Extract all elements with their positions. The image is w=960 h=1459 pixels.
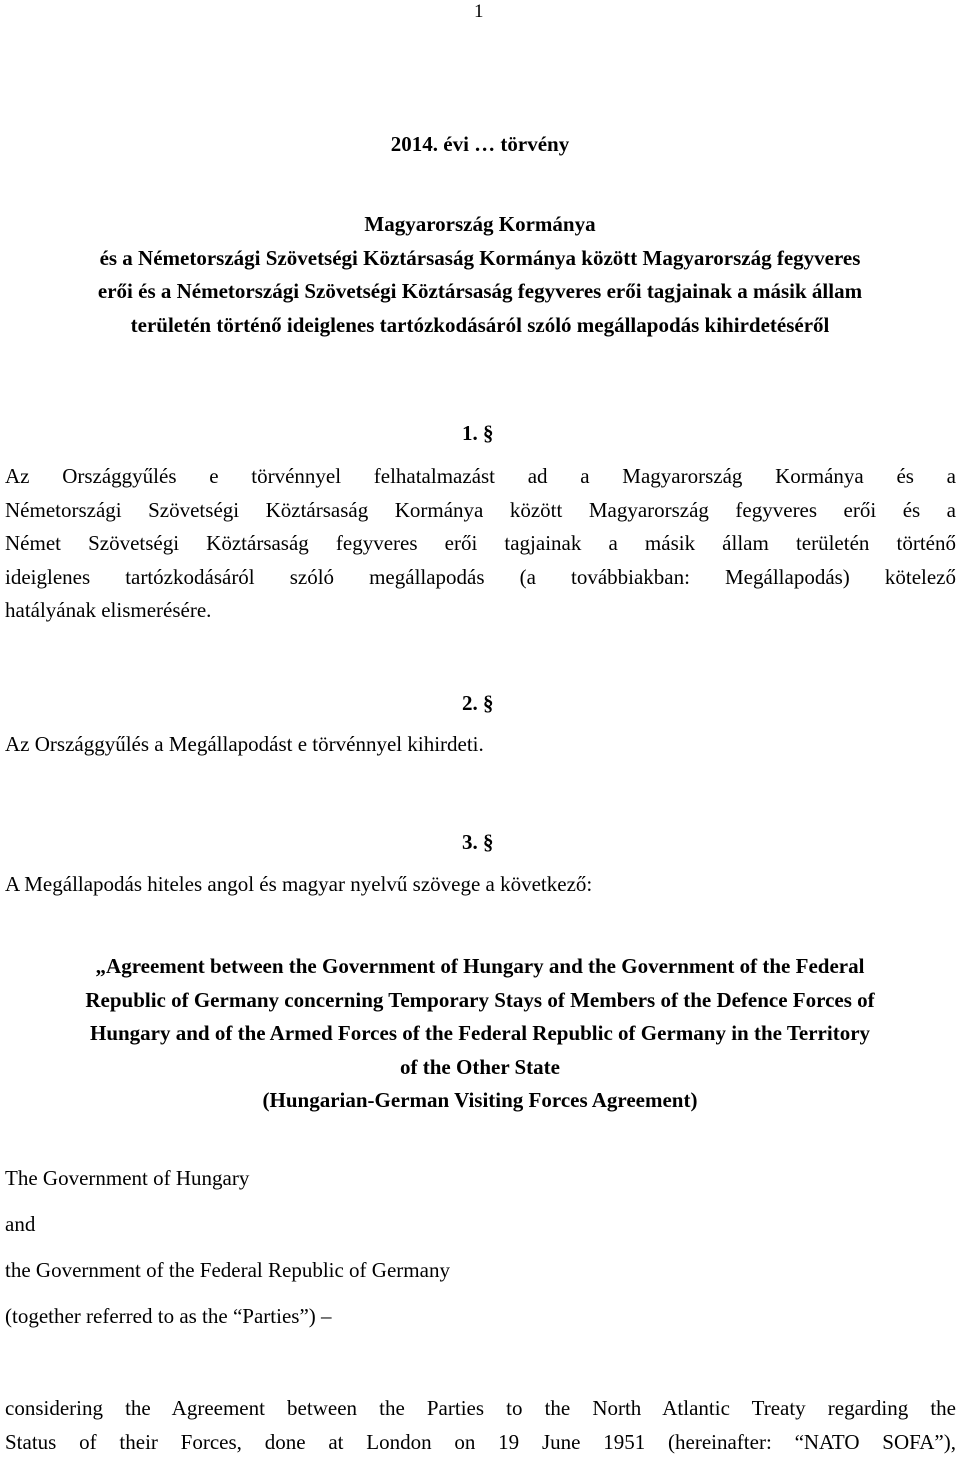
- agreement-title-line: Republic of Germany concerning Temporary Stays of Members of the Defence Forces of: [0, 984, 960, 1018]
- paragraph-line: Német Szövetségi Köztársaság fegyveres erői tagjainak a másik állam területén történő: [5, 527, 956, 561]
- law-title: 2014. évi … törvény: [0, 130, 960, 158]
- law-subject: [0, 208, 960, 342]
- party-conjunction: and: [5, 1210, 35, 1238]
- considering-line: Status of their Forces, done at London on 19 June 1951 (hereinafter: “NATO SOFA”),: [5, 1426, 956, 1459]
- section-1-heading: 1. §: [462, 419, 494, 447]
- agreement-title-line: „Agreement between the Government of Hungary and the Government of the Federal: [0, 950, 960, 984]
- section-2-paragraph: Az Országgyűlés a Megállapodást e törvénnyel kihirdeti.: [5, 728, 956, 762]
- section-2-heading: 2. §: [462, 689, 494, 717]
- agreement-title-line: Hungary and of the Armed Forces of the Federal Republic of Germany in the Territory: [0, 1017, 960, 1051]
- paragraph-line: Az Országgyűlés e törvénnyel felhatalmazást ad a Magyarország Kormánya és a: [5, 460, 956, 494]
- section-3-paragraph: A Megállapodás hiteles angol és magyar nyelvű szövege a következő:: [5, 868, 956, 902]
- agreement-title-line: (Hungarian-German Visiting Forces Agreement): [0, 1084, 960, 1118]
- considering-line: considering the Agreement between the Parties to the North Atlantic Treaty regarding the: [5, 1392, 956, 1426]
- section-3-heading: 3. §: [462, 828, 494, 856]
- law-subject-line: erői és a Németországi Szövetségi Köztársaság fegyveres erői tagjainak a másik állam: [0, 275, 960, 309]
- law-subject-line: területén történő ideiglenes tartózkodásáról szóló megállapodás kihirdetéséről: [0, 309, 960, 343]
- parties-note: (together referred to as the “Parties”) –: [5, 1302, 332, 1330]
- party-germany: the Government of the Federal Republic of Germany: [5, 1256, 450, 1284]
- agreement-title: [0, 950, 960, 1118]
- paragraph-line: ideiglenes tartózkodásáról szóló megállapodás (a továbbiakban: Megállapodás) kötelező: [5, 561, 956, 595]
- page-number: 1: [474, 0, 484, 24]
- considering-clause: [5, 1392, 956, 1459]
- agreement-title-line: of the Other State: [0, 1051, 960, 1085]
- law-subject-line: Magyarország Kormánya: [0, 208, 960, 242]
- section-1-paragraph: [5, 460, 956, 628]
- party-hungary: The Government of Hungary: [5, 1164, 249, 1192]
- law-subject-line: és a Németországi Szövetségi Köztársaság Kormánya között Magyarország fegyveres: [0, 242, 960, 276]
- paragraph-line: hatályának elismerésére.: [5, 594, 956, 628]
- paragraph-line: Németországi Szövetségi Köztársaság Kormánya között Magyarország fegyveres erői és a: [5, 494, 956, 528]
